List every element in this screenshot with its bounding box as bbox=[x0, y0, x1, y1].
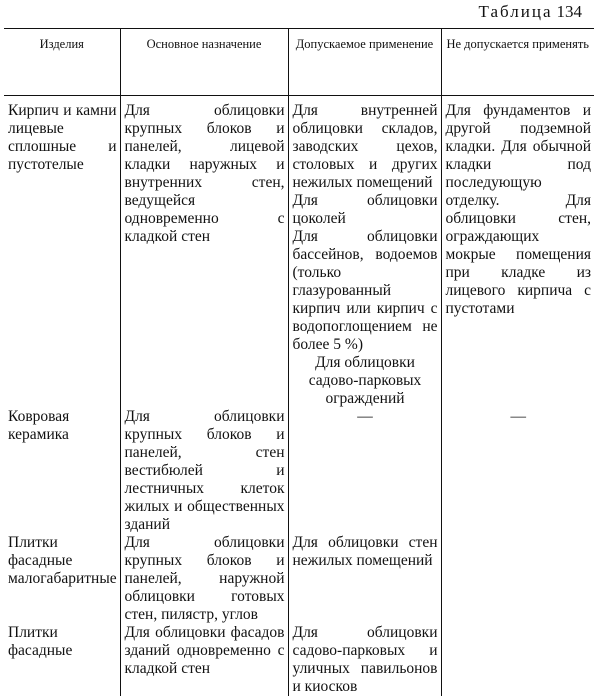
table-body bbox=[4, 96, 594, 696]
header-not-allowed: Не допускается применять bbox=[441, 29, 594, 96]
table-row bbox=[4, 534, 594, 624]
table-caption bbox=[479, 2, 582, 22]
cell-product: Кирпич и камни лицевые сплошные и пустотелые bbox=[4, 96, 120, 409]
table-row bbox=[4, 96, 594, 409]
table-row bbox=[4, 624, 594, 696]
allowed-item: Для облицовки садово-парковых и уличных павильонов и киосков bbox=[293, 624, 438, 696]
table-caption-number: 134 bbox=[557, 2, 583, 21]
cell-not-allowed: — bbox=[441, 408, 594, 534]
cell-main-purpose: Для облицовки крупных блоков и панелей, лицевой кладки наружных и внутренних стен, ведущейся одновременно с кладкой стен bbox=[120, 96, 288, 409]
cell-not-allowed: Для фундаментов и другой подземной кладки. Для обычной кладки под последующую отделку. Для облицовки стен, ограждающих мокрые помещения при кладке из лицевого кирпича с пустотами bbox=[441, 96, 594, 409]
allowed-item: Для облицовки цоколей bbox=[293, 192, 438, 228]
allowed-item: Для облицовки стен нежилых помещений bbox=[293, 534, 438, 570]
header-main-purpose: Основное назначение bbox=[120, 29, 288, 96]
cell-allowed-use bbox=[288, 408, 441, 534]
header-allowed-use: Допускаемое применение bbox=[288, 29, 441, 96]
cell-main-purpose: Для облицовки крупных блоков и панелей, наружной облицовки готовых стен, пилястр, углов bbox=[120, 534, 288, 624]
cell-product: Ковровая керамика bbox=[4, 408, 120, 534]
allowed-item: Для внутренней облицовки складов, заводских цехов, столовых и других нежилых помещений bbox=[293, 102, 438, 192]
header-products: Изделия bbox=[4, 29, 120, 96]
table-header bbox=[4, 29, 594, 96]
cell-not-allowed bbox=[441, 624, 594, 696]
cell-allowed-use bbox=[288, 624, 441, 696]
allowed-item: Для облицовки садово-парковых ограждений bbox=[293, 354, 438, 408]
table-caption-label: Таблица bbox=[479, 2, 553, 21]
cell-allowed-use bbox=[288, 96, 441, 409]
cell-product: Плитки фасадные bbox=[4, 624, 120, 696]
allowed-item: — bbox=[293, 408, 438, 426]
specification-table bbox=[4, 28, 594, 696]
cell-product: Плитки фасадные малогабаритные bbox=[4, 534, 120, 624]
allowed-item: Для облицовки бассейнов, водоемов (только глазурованный кирпич или кирпич с водопоглощением не более 5 %) bbox=[293, 228, 438, 354]
cell-main-purpose: Для облицовки фасадов зданий одновременно с кладкой стен bbox=[120, 624, 288, 696]
cell-allowed-use bbox=[288, 534, 441, 624]
cell-main-purpose: Для облицовки крупных блоков и панелей, стен вестибюлей и лестничных клеток жилых и общественных зданий bbox=[120, 408, 288, 534]
cell-not-allowed bbox=[441, 534, 594, 624]
table-row bbox=[4, 408, 594, 534]
